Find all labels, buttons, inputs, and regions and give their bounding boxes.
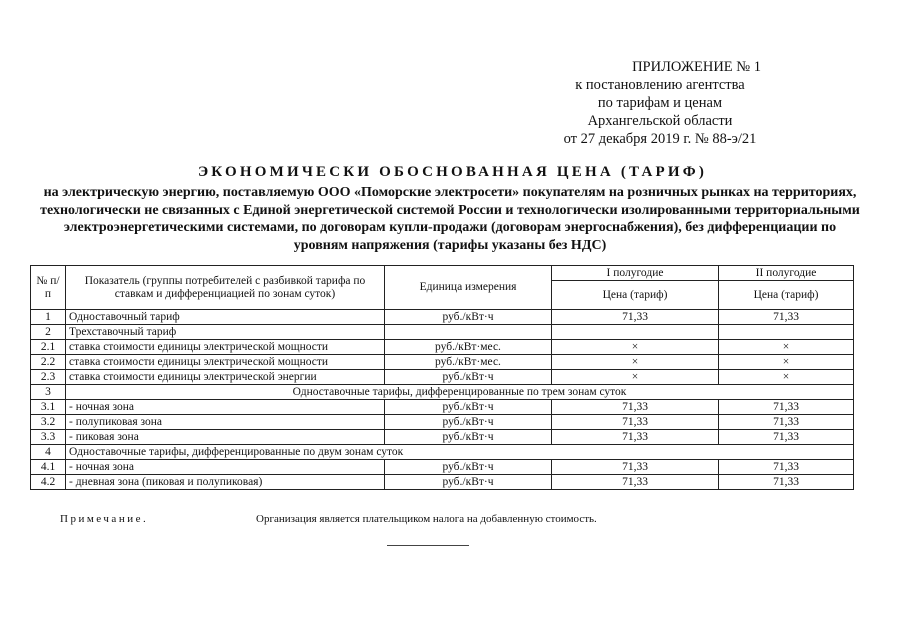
indicator-name: Трехставочный тариф [66, 325, 385, 340]
table-row [31, 355, 854, 370]
price-half-1: 71,33 [552, 415, 719, 430]
row-number: 2.3 [31, 370, 66, 385]
header-unit: Единица измерения [385, 266, 552, 310]
price-half-2: × [719, 370, 854, 385]
row-number: 3 [31, 385, 66, 400]
row-number: 3.3 [31, 430, 66, 445]
tariff-table [30, 265, 854, 490]
row-number: 3.2 [31, 415, 66, 430]
table-row [31, 340, 854, 355]
price-half-2: 71,33 [719, 460, 854, 475]
price-half-2: 71,33 [719, 415, 854, 430]
table-row [31, 460, 854, 475]
price-half-1: 71,33 [552, 460, 719, 475]
unit-cell: руб./кВт·ч [385, 460, 552, 475]
price-half-1: 71,33 [552, 430, 719, 445]
section-title: Одноставочные тарифы, дифференцированные по трем зонам суток [66, 385, 854, 400]
table-row [31, 430, 854, 445]
indicator-name: ставка стоимости единицы электрической мощности [66, 355, 385, 370]
appendix-line: к постановлению агентства [575, 77, 745, 93]
price-half-1: × [552, 355, 719, 370]
appendix-label: ПРИЛОЖЕНИЕ № 1 [632, 59, 761, 75]
table-row [31, 325, 854, 340]
appendix-line: от 27 декабря 2019 г. № 88-э/21 [563, 131, 757, 147]
price-half-1 [552, 325, 719, 340]
indicator-name: - пиковая зона [66, 430, 385, 445]
indicator-name: - ночная зона [66, 460, 385, 475]
indicator-name: ставка стоимости единицы электрической мощности [66, 340, 385, 355]
unit-cell: руб./кВт·мес. [385, 340, 552, 355]
unit-cell: руб./кВт·мес. [385, 355, 552, 370]
section-title: Одноставочные тарифы, дифференцированные по двум зонам суток [66, 445, 854, 460]
table-header-row [31, 266, 854, 281]
appendix-line: Архангельской области [587, 113, 733, 129]
price-half-2 [719, 325, 854, 340]
header-indicator: Показатель (группы потребителей с разбивкой тарифа по ставкам и дифференциацией по зонам суток) [66, 266, 385, 310]
unit-cell: руб./кВт·ч [385, 415, 552, 430]
row-number: 1 [31, 310, 66, 325]
header-half-2: II полугодие [719, 266, 854, 281]
row-number: 2 [31, 325, 66, 340]
appendix-line: по тарифам и ценам [597, 95, 723, 111]
row-number: 3.1 [31, 400, 66, 415]
row-number: 2.2 [31, 355, 66, 370]
indicator-name: ставка стоимости единицы электрической энергии [66, 370, 385, 385]
table-row [31, 415, 854, 430]
table-row [31, 475, 854, 490]
table-row [31, 400, 854, 415]
document-title: ЭКОНОМИЧЕСКИ ОБОСНОВАННАЯ ЦЕНА (ТАРИФ) [197, 164, 708, 180]
row-number: 4.1 [31, 460, 66, 475]
price-half-2: 71,33 [719, 475, 854, 490]
indicator-name: Одноставочный тариф [66, 310, 385, 325]
price-half-2: 71,33 [719, 430, 854, 445]
indicator-name: - дневная зона (пиковая и полупиковая) [66, 475, 385, 490]
table-row [31, 385, 854, 400]
document-subtitle: на электрическую энергию, поставляемую ООО «Поморские электросети» покупателям на розничных рынках на территориях, технологически не связанных с Единой энергетической системой России и технологически изолированными территориальными электроэнергетическими системами, по договорам купли-продажи (договорам энергоснабжения), без дифференциации по уровням напряжения (тарифы указаны без НДС) [40, 185, 860, 253]
unit-cell [385, 325, 552, 340]
row-number: 2.1 [31, 340, 66, 355]
row-number: 4 [31, 445, 66, 460]
unit-cell: руб./кВт·ч [385, 475, 552, 490]
header-price-1: Цена (тариф) [552, 281, 719, 310]
appendix-block [545, 58, 775, 148]
header-half-1: I полугодие [552, 266, 719, 281]
unit-cell: руб./кВт·ч [385, 310, 552, 325]
table-row [31, 370, 854, 385]
price-half-1: × [552, 340, 719, 355]
unit-cell: руб./кВт·ч [385, 370, 552, 385]
price-half-2: × [719, 340, 854, 355]
separator-line [387, 545, 469, 546]
header-num: № п/п [31, 266, 66, 310]
price-half-1: 71,33 [552, 400, 719, 415]
table-row [31, 445, 854, 460]
note-label: Примечание. [60, 513, 149, 525]
note-text: Организация является плательщиком налога на добавленную стоимость. [256, 513, 597, 525]
price-half-2: 71,33 [719, 400, 854, 415]
price-half-2: × [719, 355, 854, 370]
price-half-1: × [552, 370, 719, 385]
table-row [31, 310, 854, 325]
price-half-1: 71,33 [552, 475, 719, 490]
indicator-name: - полупиковая зона [66, 415, 385, 430]
price-half-1: 71,33 [552, 310, 719, 325]
price-half-2: 71,33 [719, 310, 854, 325]
header-price-2: Цена (тариф) [719, 281, 854, 310]
unit-cell: руб./кВт·ч [385, 430, 552, 445]
unit-cell: руб./кВт·ч [385, 400, 552, 415]
indicator-name: - ночная зона [66, 400, 385, 415]
row-number: 4.2 [31, 475, 66, 490]
